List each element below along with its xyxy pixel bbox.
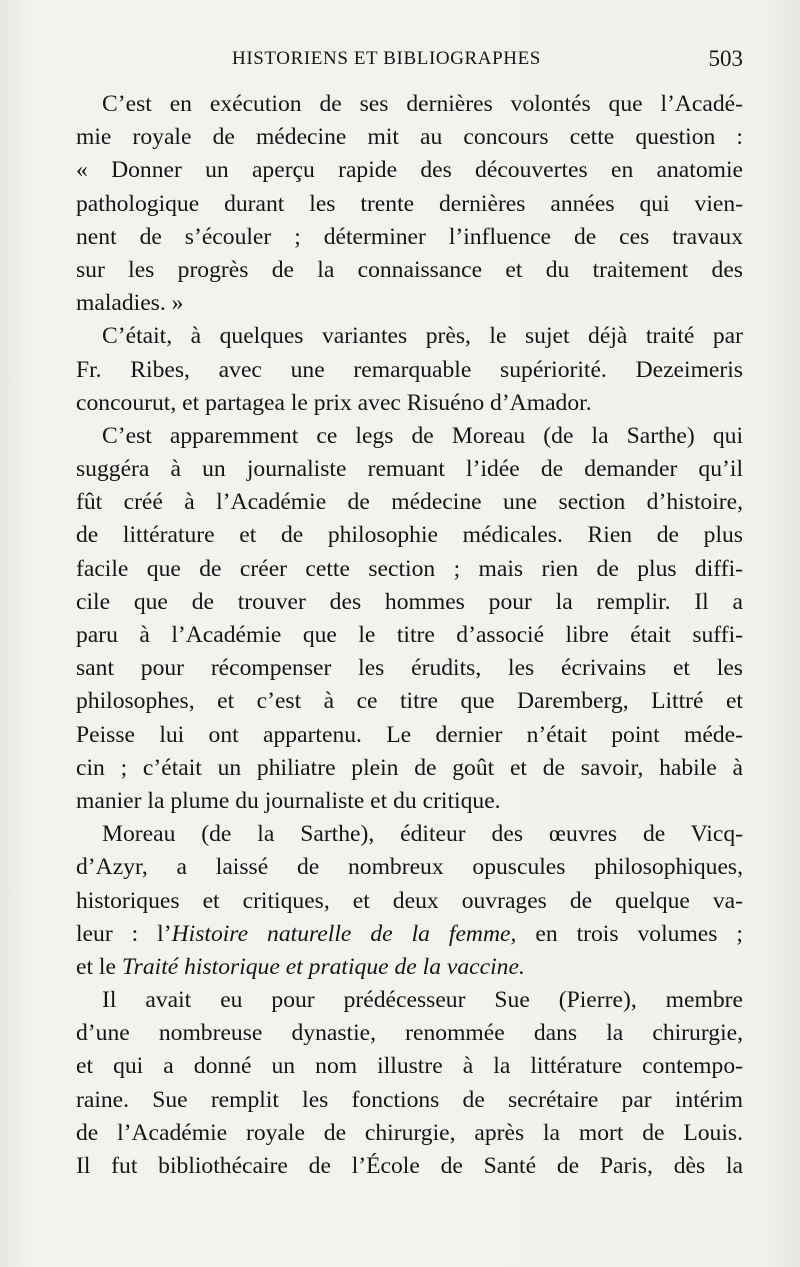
page-number: 503 [708, 46, 743, 71]
text-line: cin ; c’était un philiatre plein de goût et de savoir, habile à [76, 754, 743, 781]
page-header [76, 44, 743, 74]
text-line: « Donner un aperçu rapide des découvertes en anatomie [76, 157, 743, 184]
text-fragment: et le [76, 953, 122, 980]
running-title: HISTORIENS ET BIBLIOGRAPHES [232, 48, 541, 69]
text-fragment: en trois volumes ; [516, 920, 743, 947]
text-line: pathologique durant les trente dernières années qui vien- [76, 190, 743, 217]
book-title: Histoire naturelle de la femme, [171, 920, 517, 947]
text-line: Il avait eu pour prédécesseur Sue (Pierre), membre [102, 987, 743, 1014]
text-line: C’était, à quelques variantes près, le sujet déjà traité par [102, 323, 743, 350]
text-line: concourut, et partagea le prix avec Risuéno d’Amador. [76, 389, 592, 416]
text-line: manier la plume du journaliste et du critique. [76, 787, 501, 814]
text-line: et qui a donné un nom illustre à la littérature contempo- [76, 1053, 743, 1080]
text-line: paru à l’Académie que le titre d’associé libre était suffi- [76, 622, 743, 648]
text-line: Il fut bibliothécaire de l’École de Santé de Paris, dès la [76, 1153, 743, 1179]
text-line: d’une nombreuse dynastie, renommée dans la chirurgie, [76, 1020, 743, 1047]
text-line: Moreau (de la Sarthe), éditeur des œuvres de Vicq- [102, 821, 743, 848]
text-line: suggéra à un journaliste remuant l’idée de demander qu’il [76, 456, 743, 483]
text-line: Peisse lui ont appartenu. Le dernier n’était point méde- [76, 721, 743, 748]
text-line: Fr. Ribes, avec une remarquable supériorité. Dezeimeris [76, 356, 743, 383]
text-line: sur les progrès de la connaissance et du traitement des [76, 256, 743, 283]
text-line-with-title [76, 918, 743, 951]
paragraph [76, 818, 743, 984]
text-line: facile que de créer cette section ; mais rien de plus diffi- [76, 555, 743, 582]
book-title: Traité historique et pratique de la vaccine. [121, 953, 525, 980]
paragraph [76, 320, 743, 420]
text-line: nent de s’écouler ; déterminer l’influence de ces travaux [76, 223, 743, 250]
text-line: raine. Sue remplit les fonctions de secrétaire par intérim [76, 1086, 743, 1113]
text-line: C’est apparemment ce legs de Moreau (de la Sarthe) qui [102, 422, 743, 449]
paragraph [76, 984, 743, 1183]
text-line: mie royale de médecine mit au concours cette question : [76, 124, 743, 151]
paragraph [76, 88, 743, 320]
text-line: fût créé à l’Académie de médecine une section d’histoire, [76, 489, 743, 516]
text-line: maladies. » [76, 290, 184, 317]
body-text [76, 88, 743, 1183]
text-line: cile que de trouver des hommes pour la remplir. Il a [76, 588, 743, 615]
text-line: de l’Académie royale de chirurgie, après la mort de Louis. [76, 1119, 743, 1146]
text-line: philosophes, et c’est à ce titre que Daremberg, Littré et [76, 688, 743, 715]
text-line: sant pour récompenser les érudits, les écrivains et les [76, 655, 743, 682]
paragraph [76, 420, 743, 818]
text-line: de littérature et de philosophie médicales. Rien de plus [76, 522, 743, 549]
text-fragment: leur : l’ [76, 920, 172, 947]
text-line: C’est en exécution de ses dernières volontés que l’Acadé- [102, 91, 743, 117]
text-line-with-title [76, 951, 743, 984]
text-line: d’Azyr, a laissé de nombreux opuscules philosophiques, [76, 854, 743, 881]
text-line: historiques et critiques, et deux ouvrages de quelque va- [76, 887, 743, 914]
